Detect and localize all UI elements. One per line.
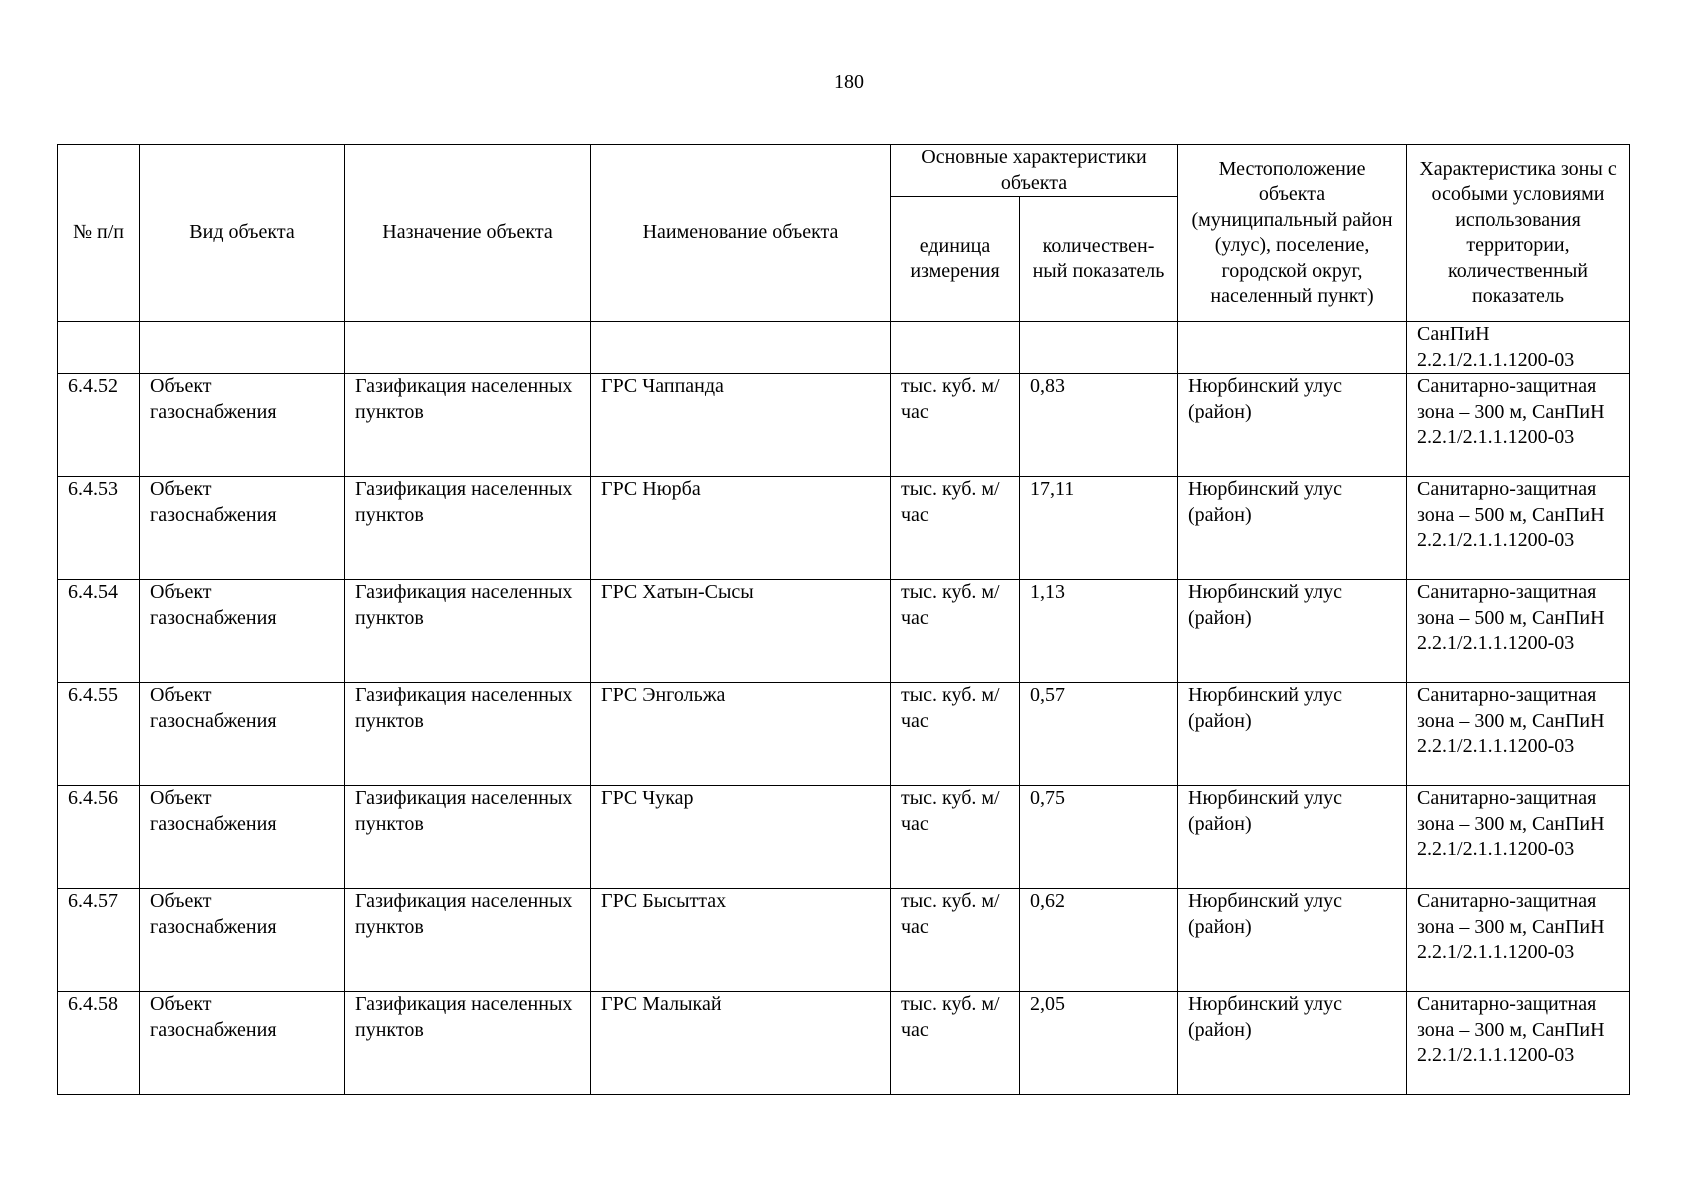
cell-unit: тыс. куб. м/час [891, 580, 1020, 683]
cell-name: ГРС Чаппанда [591, 374, 891, 477]
cell-location: Нюрбинский улус (район) [1178, 477, 1407, 580]
cell-name: ГРС Чукар [591, 786, 891, 889]
cell-num [58, 322, 140, 374]
cell-unit: тыс. куб. м/час [891, 374, 1020, 477]
header-quantity: количествен-ный показатель [1020, 197, 1178, 322]
header-location: Местоположение объекта (муниципальный район (улус), поселение, городской округ, населенный пункт) [1178, 145, 1407, 322]
cell-purpose: Газификация населенных пунктов [345, 992, 591, 1095]
cell-type: Объект газоснабжения [140, 477, 345, 580]
cell-quantity: 2,05 [1020, 992, 1178, 1095]
table-row [58, 477, 1630, 580]
objects-table [57, 144, 1630, 1095]
cell-num: 6.4.57 [58, 889, 140, 992]
header-name: Наименование объекта [591, 145, 891, 322]
cell-type [140, 322, 345, 374]
cell-type: Объект газоснабжения [140, 683, 345, 786]
table-row [58, 374, 1630, 477]
cell-type: Объект газоснабжения [140, 374, 345, 477]
cell-zone: Санитарно-защитная зона – 500 м, СанПиН 2.2.1/2.1.1.1200-03 [1407, 477, 1630, 580]
cell-zone: Санитарно-защитная зона – 300 м, СанПиН 2.2.1/2.1.1.1200-03 [1407, 374, 1630, 477]
cell-zone: СанПиН 2.2.1/2.1.1.1200-03 [1407, 322, 1630, 374]
cell-name: ГРС Энгольжа [591, 683, 891, 786]
table-row-continuation [58, 322, 1630, 374]
cell-quantity: 1,13 [1020, 580, 1178, 683]
cell-type: Объект газоснабжения [140, 786, 345, 889]
cell-zone: Санитарно-защитная зона – 300 м, СанПиН 2.2.1/2.1.1.1200-03 [1407, 889, 1630, 992]
header-unit: единица измерения [891, 197, 1020, 322]
table-row [58, 992, 1630, 1095]
cell-purpose: Газификация населенных пунктов [345, 580, 591, 683]
cell-unit: тыс. куб. м/час [891, 992, 1020, 1095]
cell-purpose: Газификация населенных пунктов [345, 477, 591, 580]
cell-location: Нюрбинский улус (район) [1178, 889, 1407, 992]
cell-type: Объект газоснабжения [140, 889, 345, 992]
cell-location [1178, 322, 1407, 374]
header-main-characteristics: Основные характеристики объекта [891, 145, 1178, 197]
cell-unit: тыс. куб. м/час [891, 683, 1020, 786]
cell-type: Объект газоснабжения [140, 992, 345, 1095]
cell-location: Нюрбинский улус (район) [1178, 786, 1407, 889]
cell-num: 6.4.54 [58, 580, 140, 683]
header-num: № п/п [58, 145, 140, 322]
page-number: 180 [834, 71, 864, 93]
cell-purpose: Газификация населенных пунктов [345, 374, 591, 477]
cell-location: Нюрбинский улус (район) [1178, 374, 1407, 477]
cell-name: ГРС Хатын-Сысы [591, 580, 891, 683]
cell-zone: Санитарно-защитная зона – 300 м, СанПиН 2.2.1/2.1.1.1200-03 [1407, 786, 1630, 889]
table-row [58, 889, 1630, 992]
table-header [58, 145, 1630, 322]
cell-unit [891, 322, 1020, 374]
header-zone: Характеристика зоны с особыми условиями использования территории, количественный показатель [1407, 145, 1630, 322]
cell-unit: тыс. куб. м/час [891, 477, 1020, 580]
cell-location: Нюрбинский улус (район) [1178, 580, 1407, 683]
cell-type: Объект газоснабжения [140, 580, 345, 683]
cell-name: ГРС Нюрба [591, 477, 891, 580]
cell-quantity: 0,57 [1020, 683, 1178, 786]
cell-zone: Санитарно-защитная зона – 300 м, СанПиН 2.2.1/2.1.1.1200-03 [1407, 992, 1630, 1095]
cell-unit: тыс. куб. м/час [891, 786, 1020, 889]
table-row [58, 580, 1630, 683]
cell-name: ГРС Бысыттах [591, 889, 891, 992]
header-type: Вид объекта [140, 145, 345, 322]
header-purpose: Назначение объекта [345, 145, 591, 322]
cell-location: Нюрбинский улус (район) [1178, 683, 1407, 786]
cell-name [591, 322, 891, 374]
cell-num: 6.4.56 [58, 786, 140, 889]
cell-quantity: 0,83 [1020, 374, 1178, 477]
cell-num: 6.4.58 [58, 992, 140, 1095]
cell-purpose: Газификация населенных пунктов [345, 786, 591, 889]
table-row [58, 786, 1630, 889]
table-body [58, 322, 1630, 1095]
cell-quantity: 17,11 [1020, 477, 1178, 580]
cell-location: Нюрбинский улус (район) [1178, 992, 1407, 1095]
cell-quantity: 0,62 [1020, 889, 1178, 992]
cell-num: 6.4.53 [58, 477, 140, 580]
cell-purpose: Газификация населенных пунктов [345, 683, 591, 786]
cell-num: 6.4.55 [58, 683, 140, 786]
cell-num: 6.4.52 [58, 374, 140, 477]
table-row [58, 683, 1630, 786]
cell-zone: Санитарно-защитная зона – 300 м, СанПиН 2.2.1/2.1.1.1200-03 [1407, 683, 1630, 786]
cell-quantity: 0,75 [1020, 786, 1178, 889]
cell-quantity [1020, 322, 1178, 374]
cell-unit: тыс. куб. м/час [891, 889, 1020, 992]
cell-name: ГРС Малыкай [591, 992, 891, 1095]
cell-purpose: Газификация населенных пунктов [345, 889, 591, 992]
cell-zone: Санитарно-защитная зона – 500 м, СанПиН 2.2.1/2.1.1.1200-03 [1407, 580, 1630, 683]
cell-purpose [345, 322, 591, 374]
